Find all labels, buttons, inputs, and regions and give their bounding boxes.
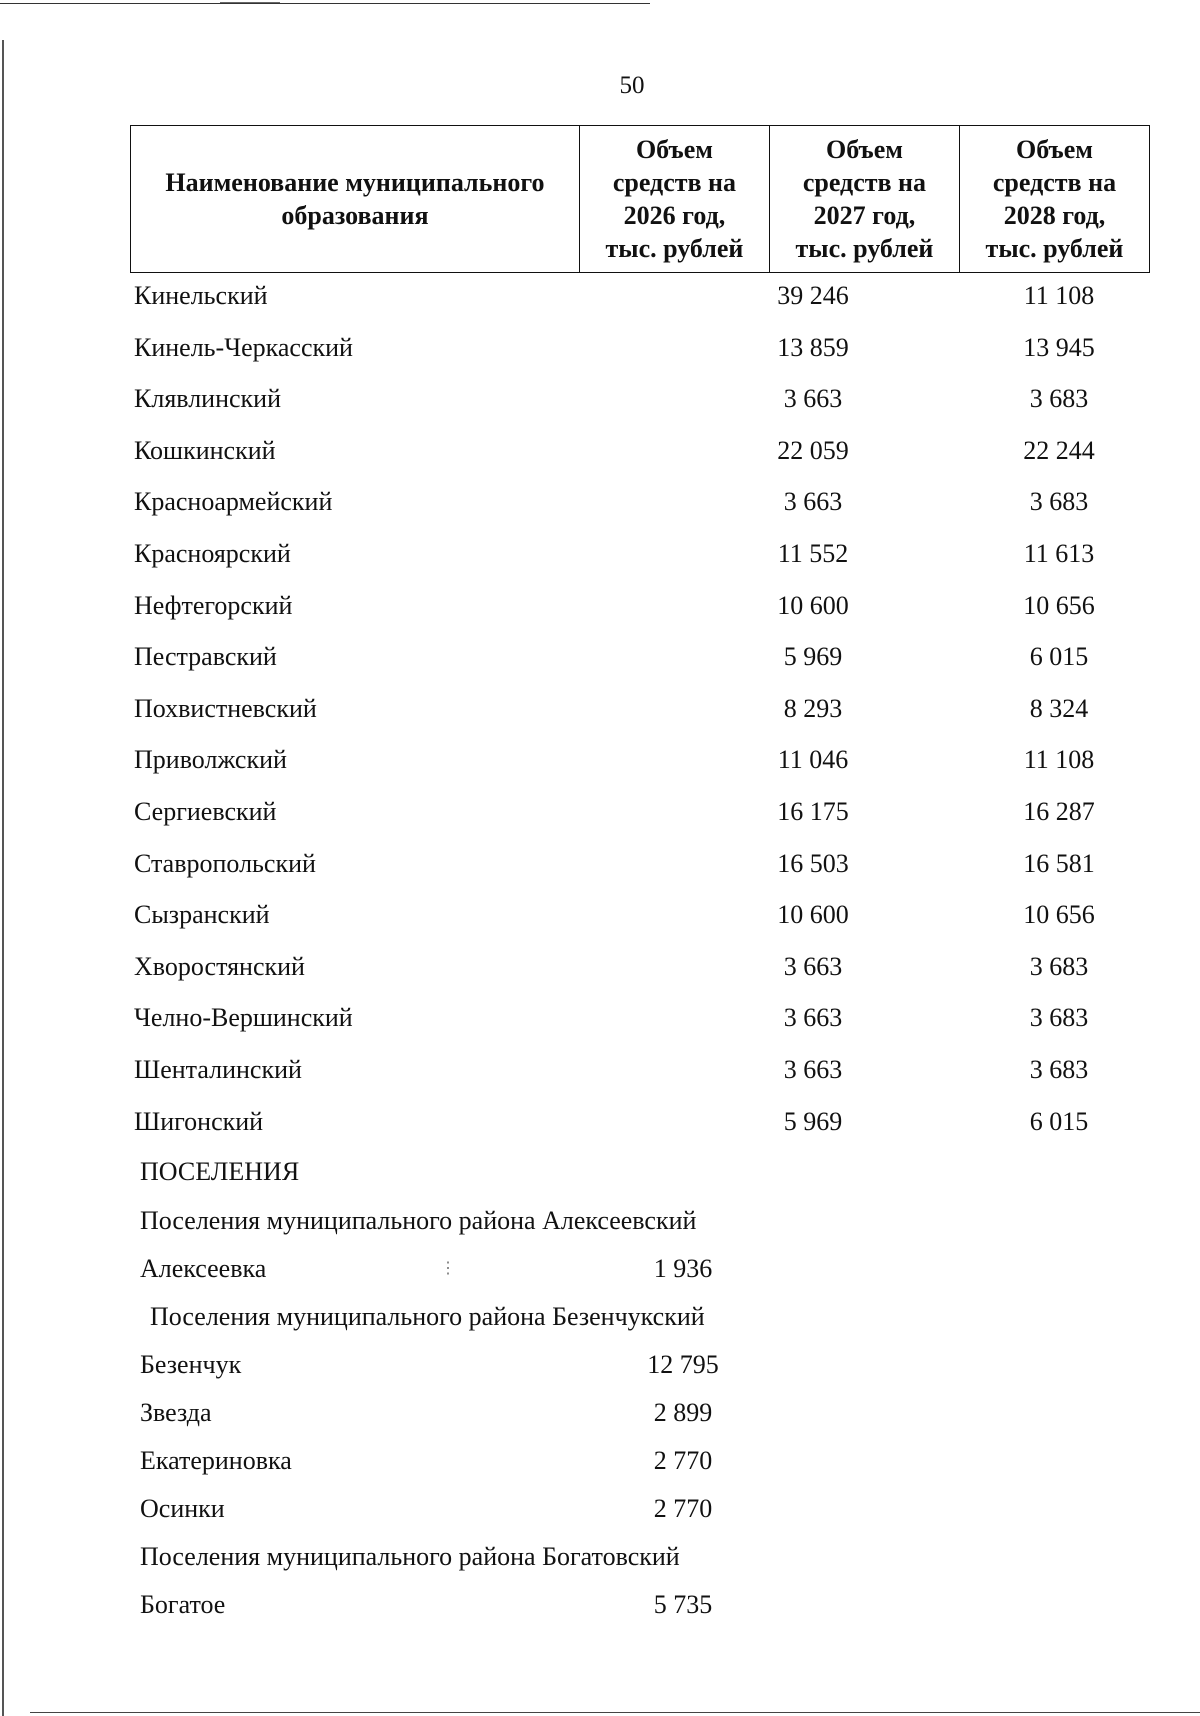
header-2027-column [769, 126, 959, 273]
settlement-value-2026: 12 795 [647, 1350, 719, 1379]
settlement-row [0, 1398, 1200, 1446]
row-name: Сызранский [134, 900, 270, 930]
table-row [0, 531, 1200, 583]
settlement-value-2026: 2 770 [653, 1446, 713, 1475]
row-value-2027: 39 246 [777, 281, 849, 310]
table-row [0, 376, 1200, 428]
scan-mark-top [220, 2, 280, 3]
table-row [0, 1047, 1200, 1099]
header-name-line: образования [281, 201, 429, 230]
row-name: Красноярский [134, 538, 291, 568]
row-value-2027: 13 859 [777, 332, 849, 362]
table-row [0, 479, 1200, 531]
row-value-2027: 11 552 [777, 538, 849, 568]
header-2027-line: 2027 год, [813, 201, 916, 230]
settlement-row [0, 1494, 1200, 1542]
row-value-2027: 16 175 [777, 796, 849, 826]
row-value-2027: 3 663 [783, 487, 843, 517]
row-name: Похвистневский [134, 693, 317, 723]
settlement-name: Звезда [140, 1398, 212, 1427]
table-row [0, 789, 1200, 841]
settlement-name: Осинки [140, 1494, 225, 1523]
table-row [0, 325, 1200, 377]
row-name: Шенталинский [134, 1054, 302, 1084]
settlement-row [0, 1350, 1200, 1398]
row-value-2027: 8 293 [783, 693, 843, 723]
row-value-2027: 5 969 [783, 1106, 843, 1136]
row-name: Приволжский [134, 745, 287, 775]
row-value-2027: 10 600 [777, 590, 849, 620]
row-value-2028: 3 683 [1029, 487, 1089, 517]
page-number: 50 [619, 72, 645, 99]
scan-speck: ⋮ [440, 1260, 456, 1277]
row-name: Нефтегорский [134, 590, 293, 620]
settlement-name: Алексеевка [140, 1254, 267, 1283]
row-value-2028: 13 945 [1023, 332, 1095, 362]
settlement-row [0, 1590, 1200, 1638]
settlement-name: Безенчук [140, 1350, 242, 1379]
row-value-2027: 11 046 [777, 745, 849, 775]
row-value-2028: 16 581 [1023, 848, 1095, 878]
header-2028-line: тыс. рублей [985, 234, 1124, 263]
header-2028-line: Объем [1015, 135, 1093, 164]
row-value-2027: 5 969 [783, 642, 843, 672]
row-name: Кинель-Черкасский [134, 332, 353, 362]
table-row [0, 841, 1200, 893]
settlement-name: Екатериновка [140, 1446, 292, 1475]
settlement-row [0, 1446, 1200, 1494]
table-row [0, 634, 1200, 686]
header-2026-line: средств на [612, 168, 737, 197]
settlement-group-label: Поселения муниципального района Богатовский [140, 1542, 680, 1571]
row-value-2027: 22 059 [777, 435, 849, 465]
header-name-column [131, 126, 580, 273]
header-2028-column [959, 126, 1149, 273]
row-value-2027: 3 663 [783, 1054, 843, 1084]
settlement-value-2026: 2 770 [653, 1494, 713, 1523]
header-2026-line: Объем [635, 135, 713, 164]
header-2027-line: Объем [825, 135, 903, 164]
header-2027-line: средств на [802, 168, 927, 197]
table-row [0, 273, 1200, 325]
row-name: Хворостянский [134, 951, 305, 981]
row-name: Шигонский [134, 1106, 264, 1136]
header-2026-column [579, 126, 769, 273]
row-value-2027: 3 663 [783, 951, 843, 981]
table-row [0, 892, 1200, 944]
settlement-group-heading [0, 1206, 1200, 1254]
row-value-2027: 16 503 [777, 848, 849, 878]
row-value-2028: 3 683 [1029, 1003, 1089, 1033]
row-value-2028: 3 683 [1029, 1054, 1089, 1084]
row-value-2028: 11 613 [1023, 538, 1095, 568]
settlement-value-2026: 2 899 [653, 1398, 713, 1427]
table-row [0, 995, 1200, 1047]
row-value-2027: 3 663 [783, 1003, 843, 1033]
table-row [0, 737, 1200, 789]
table-row [0, 428, 1200, 480]
settlement-name: Богатое [140, 1590, 226, 1619]
row-value-2028: 22 244 [1023, 435, 1095, 465]
row-name: Красноармейский [134, 487, 333, 517]
header-2028-line: 2028 год, [1003, 201, 1106, 230]
settlement-group-label: Поселения муниципального района Безенчукский [150, 1302, 705, 1331]
row-name: Ставропольский [134, 848, 316, 878]
settlement-group-label: Поселения муниципального района Алексеевский [140, 1206, 697, 1235]
row-name: Кинельский [134, 281, 268, 310]
table-row [0, 686, 1200, 738]
settlement-group-heading [0, 1542, 1200, 1590]
table-row [0, 583, 1200, 635]
row-name: Кошкинский [134, 435, 276, 465]
row-value-2028: 16 287 [1023, 796, 1095, 826]
row-name: Пестравский [134, 642, 277, 672]
settlement-value-2026: 5 735 [653, 1590, 713, 1619]
row-value-2028: 6 015 [1029, 1106, 1089, 1136]
row-value-2028: 10 656 [1023, 590, 1095, 620]
row-value-2028: 3 683 [1029, 384, 1089, 414]
row-name: Клявлинский [134, 384, 282, 414]
header-2028-line: средств на [992, 168, 1117, 197]
header-2026-line: тыс. рублей [605, 234, 744, 263]
header-2026-line: 2026 год, [623, 201, 726, 230]
settlement-group-heading [0, 1302, 1200, 1350]
settlement-value-2026: 1 936 [653, 1254, 713, 1283]
settlement-row [0, 1254, 1200, 1302]
district-rows [0, 273, 1200, 1150]
row-value-2028: 3 683 [1029, 951, 1089, 981]
scan-border-bottom [30, 1712, 1200, 1713]
row-name: Сергиевский [134, 796, 277, 826]
row-value-2028: 10 656 [1023, 900, 1095, 930]
row-value-2028: 11 108 [1023, 745, 1095, 775]
header-2027-line: тыс. рублей [795, 234, 934, 263]
scan-border-top [0, 3, 650, 4]
header-name-line: Наименование муниципального [165, 168, 545, 197]
row-value-2028: 11 108 [1023, 281, 1095, 310]
settlements-section-title: ПОСЕЛЕНИЯ [140, 1157, 300, 1186]
row-name: Челно-Вершинский [134, 1003, 353, 1033]
row-value-2027: 10 600 [777, 900, 849, 930]
row-value-2028: 8 324 [1029, 693, 1089, 723]
row-value-2027: 3 663 [783, 384, 843, 414]
row-value-2028: 6 015 [1029, 642, 1089, 672]
table-row [0, 1099, 1200, 1151]
table-header [130, 125, 1150, 273]
table-row [0, 944, 1200, 996]
